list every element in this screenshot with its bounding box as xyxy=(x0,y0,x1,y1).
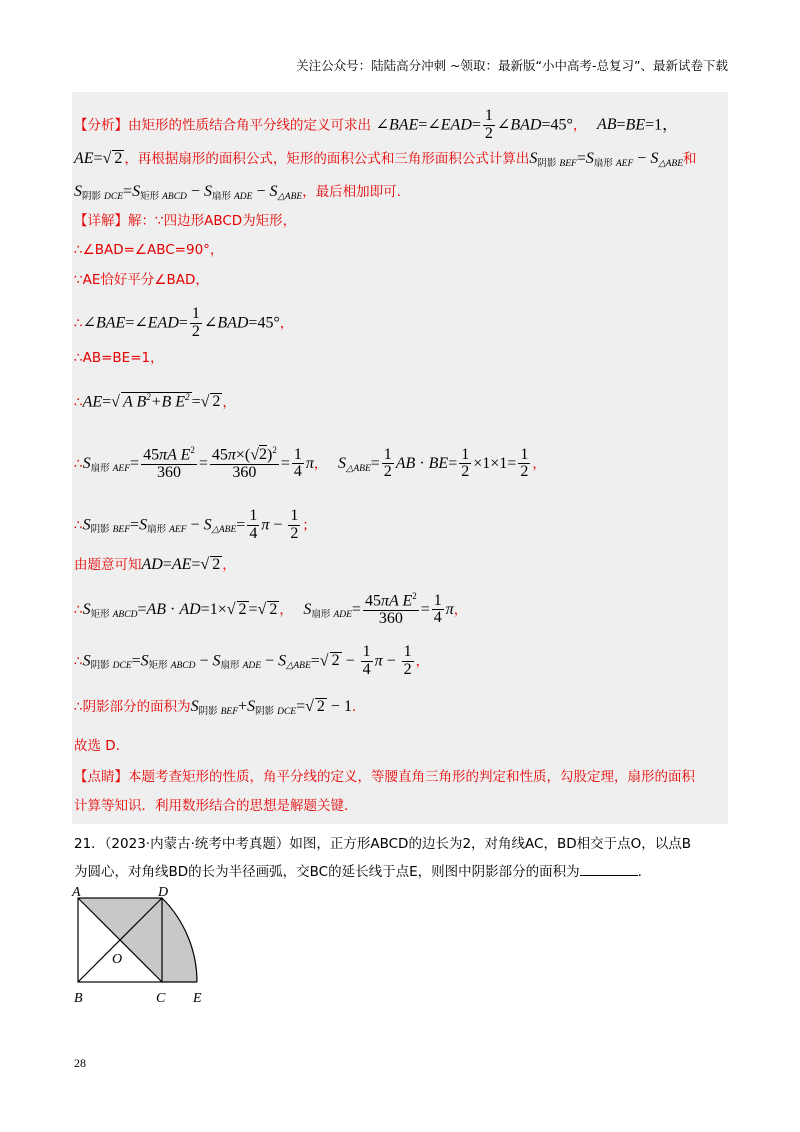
analysis-line-1: 【分析】由矩形的性质结合角平分线的定义可求出 ∠BAE=∠EAD= $\frac{1}{2}$ ∠BAD=45°， AB=BE=1， xyxy=(74,107,679,142)
step-9: $\therefore S_{阴影}$ $_{DCE}=S_{矩形}$ $_{ABCD} - S_{扇形}$ $_{ADE} - S_{\triangle ABE}=√$ 2 − $\frac{1}{4}$ π − $\frac{1}{2}$ ， xyxy=(74,643,430,678)
analysis-text-1: 由矩形的性质结合角平分线的定义可求出 xyxy=(128,117,371,134)
detail-line xyxy=(74,214,296,229)
answer-blank xyxy=(580,875,638,876)
detail-tag: 【详解】 xyxy=(74,213,128,229)
shaded-arc-region xyxy=(162,898,197,982)
answer-line: 故选 D. xyxy=(74,738,120,754)
detail-text: 解：∵四边形ABCD为矩形， xyxy=(128,213,297,229)
step-6: $\therefore S_{扇形}$ $_{AEF}$= $\frac{45\pi A E^2}{360}$ = $\frac{45\pi\times(√2)^2}{360}$ = $\frac{1}{4}$ π， $S_{\triangle ABE}=$ $\frac{1}{2}$ AB · BE= $\frac{1}{2}$ ×1×1= $\frac{1}{2}$ ， xyxy=(74,445,546,482)
label-a: A xyxy=(72,885,81,900)
step-3: ∴∠BAE=∠EAD= $\frac{1}{2}$ ∠BAD=45°， xyxy=(74,305,294,340)
step-10: ∴阴影部分的面积为$S_{阴影}$ $_{BEF}+S_{阴影}$ $_{DCE}$=√ 2 − 1． xyxy=(74,698,366,717)
label-b: B xyxy=(74,991,83,1006)
comment-line-1: 【点睛】本题考查矩形的性质，角平分线的定义，等腰直角三角形的判定和性质，勾股定理，扇形的面积 xyxy=(74,769,695,785)
page-number: 28 xyxy=(74,1056,86,1070)
analysis-line-3: $S_{阴影}$ $_{DCE}=S_{矩形}$ $_{ABCD} - S_{扇形}$ $_{ADE} - S_{\triangle ABE}$，最后相加即可. xyxy=(74,183,401,202)
analysis-tag: 【分析】 xyxy=(74,117,128,134)
label-c: C xyxy=(156,991,166,1006)
step-1: ∴∠BAD=∠ABC=90°， xyxy=(74,242,224,258)
comment-line-2: 计算等知识．利用数形结合的思想是解题关键. xyxy=(74,798,349,814)
problem-line-1: 21．（2023·内蒙古·统考中考真题）如图，正方形ABCD的边长为2，对角线AC，BD相交于点O，以点B xyxy=(74,836,692,852)
analysis-line-2: AE=√ 2 ，再根据扇形的面积公式，矩形的面积公式和三角形面积公式计算出$S_{阴影}$ $_{BEF}=S_{扇形}$ $_{AEF} - S_{\triangle ABE}$和 xyxy=(74,150,697,169)
step-8: $\therefore S_{矩形}$ $_{ABCD}$=AB · AD=1×√ 2 =√ 2 ， $S_{扇形}$ $_{ADE}$= $\frac{45\pi A E^2}{360}$ = $\frac{1}{4}$ π， xyxy=(74,591,468,628)
step-7: $\therefore S_{阴影}$ $_{BEF}=S_{扇形}$ $_{AEF} - S_{\triangle ABE}=$ $\frac{1}{4}$ π − $\frac{1}{2}$ ； xyxy=(74,507,316,542)
problem-line-2: 为圆心，对角线BD的长为半径画弧，交BC的延长线于点E，则图中阴影部分的面积为 . xyxy=(74,864,642,880)
label-d: D xyxy=(158,885,169,900)
label-e: E xyxy=(193,991,202,1006)
page-header: 关注公众号：陆陆高分冲刺 ~领取：最新版“小中高考-总复习”、最新试卷下载 xyxy=(296,58,728,73)
known-line: 由题意可知AD=AE=√ 2 ， xyxy=(74,556,236,573)
step-4: ∴AB=BE=1， xyxy=(74,350,164,366)
step-5: ∴AE=√ A $B^2+B$ $E^2$ =√ 2 ， xyxy=(74,392,236,411)
step-2: ∵AE恰好平分∠BAD， xyxy=(74,272,209,288)
label-o: O xyxy=(112,952,123,967)
comment-tag: 【点睛】 xyxy=(74,769,128,785)
geometry-figure xyxy=(66,884,216,1014)
